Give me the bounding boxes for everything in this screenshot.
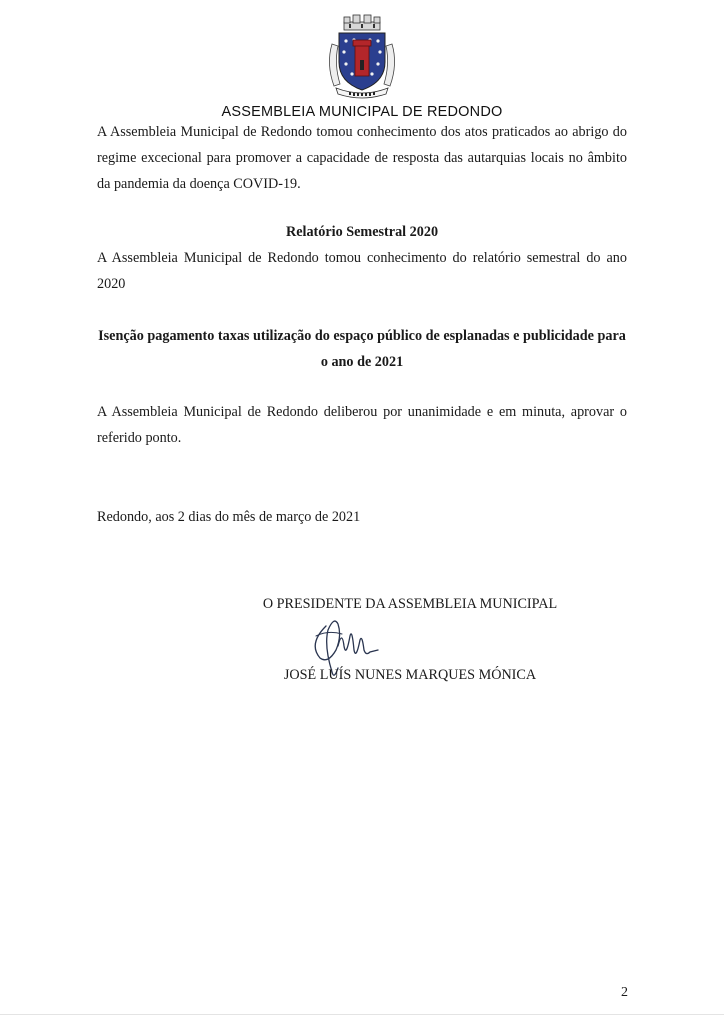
paragraph-covid-regime: A Assembleia Municipal de Redondo tomou conhecimento dos atos praticados ao abrigo do regime excecional para promover a capacidade de resposta das autarquias locais no âmbito da pandemia da doença COVID-19.	[97, 124, 627, 192]
paragraph-relatorio: A Assembleia Municipal de Redondo tomou conhecimento do relatório semestral do ano 2020	[97, 250, 627, 292]
place-and-date: Redondo, aos 2 dias do mês de março de 2021	[97, 509, 361, 525]
section-heading-relatorio: Relatório Semestral 2020	[285, 224, 439, 240]
document-header-title: ASSEMBLEIA MUNICIPAL DE REDONDO	[221, 104, 503, 120]
section-heading-isencao: Isenção pagamento taxas utilização do espaço público de esplanadas e publicidade para o ano de 2021	[98, 328, 626, 370]
signatory-role: O PRESIDENTE DA ASSEMBLEIA MUNICIPAL	[262, 596, 558, 612]
signatory-name: JOSÉ LUÍS NUNES MARQUES MÓNICA	[283, 667, 537, 683]
page-number: 2	[621, 985, 628, 1000]
paragraph-deliberacao: A Assembleia Municipal de Redondo deliberou por unanimidade e em minuta, aprovar o referido ponto.	[97, 404, 627, 446]
scan-edge-divider	[0, 1014, 724, 1015]
redondo-coat-of-arms-icon	[322, 14, 402, 100]
